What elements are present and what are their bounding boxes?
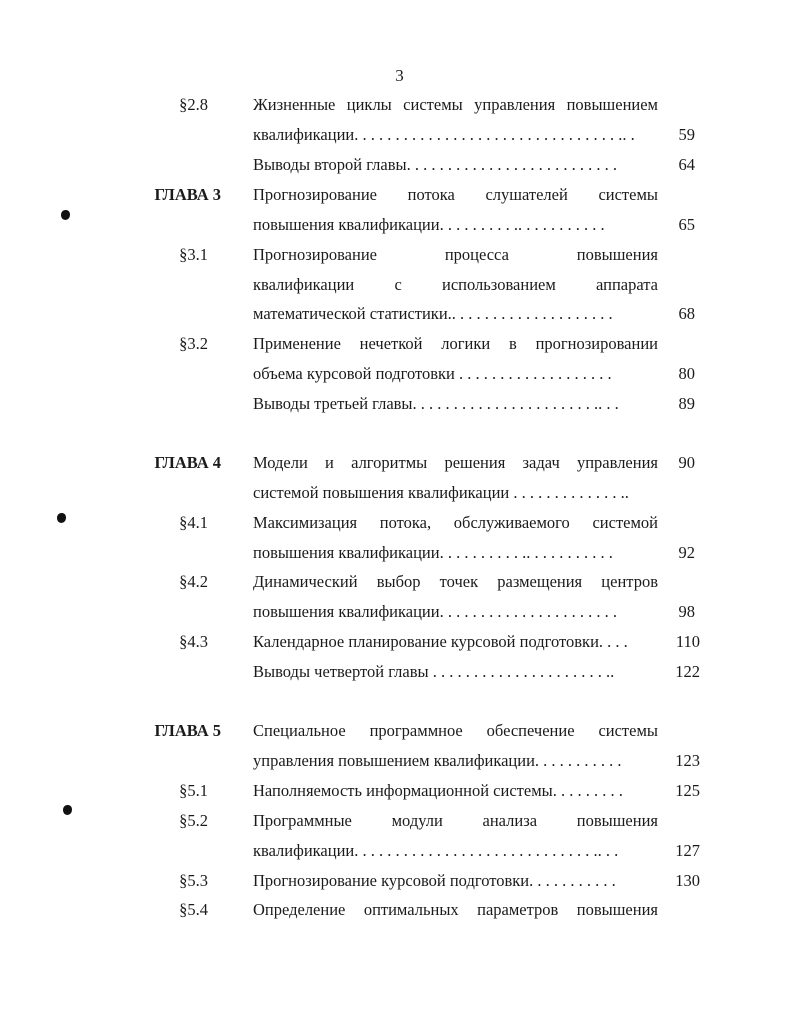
conclusion-title: Выводы третьей главы. . . . . . . . . . . . . . . . . . . . . . .. . .: [253, 394, 619, 413]
page-reference: 89: [678, 394, 695, 413]
page-reference: 127: [675, 841, 700, 860]
toc-line: [0, 627, 799, 657]
toc-line: [0, 90, 799, 120]
toc-line: [0, 806, 799, 836]
chapter-number: ГЛАВА 4: [154, 453, 221, 472]
section-title-dots: объема курсовой подготовки . . . . . . . . . . . . . . . . . . .: [253, 364, 612, 383]
section-title-dots: математической статистики.. . . . . . . . . . . . . . . . . . . .: [253, 304, 613, 323]
toc-line: [0, 538, 799, 568]
section-number: §5.4: [179, 900, 208, 919]
toc-line: [0, 746, 799, 776]
toc-line: [0, 299, 799, 329]
section-number: §4.2: [179, 572, 208, 591]
section-title-dots: квалификации. . . . . . . . . . . . . . . . . . . . . . . . . . . . . . . . .. .: [253, 125, 635, 144]
section-title-dots: квалификации. . . . . . . . . . . . . . . . . . . . . . . . . . . . . .. . .: [253, 841, 619, 860]
section-title: Максимизация потока, обслуживаемого системой: [253, 513, 658, 532]
toc-line: [0, 895, 799, 925]
chapter-number: ГЛАВА 3: [154, 185, 221, 204]
section-number: §5.2: [179, 811, 208, 830]
toc-line: [0, 270, 799, 300]
chapter-title: Модели и алгоритмы решения задач управления: [253, 453, 658, 472]
page-number: 3: [395, 66, 404, 85]
section-number: §4.1: [179, 513, 208, 532]
section-title: Наполняемость информационной системы. . . . . . . . .: [253, 781, 623, 800]
chapter-title-dots: системой повышения квалификации . . . . . . . . . . . . . ..: [253, 483, 629, 502]
section-number: §5.3: [179, 871, 208, 890]
section-title: Жизненные циклы системы управления повышением: [253, 95, 658, 114]
section-title: Прогнозирование процесса повышения: [253, 245, 658, 264]
conclusion-title: Выводы четвертой главы . . . . . . . . . . . . . . . . . . . . . ..: [253, 662, 615, 681]
section-number: §4.3: [179, 632, 208, 651]
toc-line: [0, 329, 799, 359]
toc-line: [0, 150, 799, 180]
section-title: Динамический выбор точек размещения центров: [253, 572, 658, 591]
conclusion-title: Выводы второй главы. . . . . . . . . . . . . . . . . . . . . . . . . .: [253, 155, 617, 174]
toc-line: [0, 120, 799, 150]
section-title: Применение нечеткой логики в прогнозировании: [253, 334, 658, 353]
toc-line: [0, 657, 799, 687]
page-reference: 64: [678, 155, 695, 174]
toc-line: [0, 210, 799, 240]
section-title: Календарное планирование курсовой подготовки. . . .: [253, 632, 628, 651]
section-title: Программные модули анализа повышения: [253, 811, 658, 830]
toc-line: [0, 359, 799, 389]
toc-line: [0, 508, 799, 538]
toc-line: [0, 567, 799, 597]
page-reference: 90: [678, 453, 695, 472]
toc-line: [0, 478, 799, 508]
chapter-title-dots: повышения квалификации. . . . . . . . . .. . . . . . . . . . .: [253, 215, 605, 234]
toc-line: [0, 240, 799, 270]
section-number: §2.8: [179, 95, 208, 114]
page-reference: 68: [678, 304, 695, 323]
section-title: Прогнозирование курсовой подготовки. . . . . . . . . . .: [253, 871, 616, 890]
section-title-dots: повышения квалификации. . . . . . . . . . .. . . . . . . . . . .: [253, 543, 613, 562]
page-reference: 122: [675, 662, 700, 681]
section-number: §3.2: [179, 334, 208, 353]
page-reference: 92: [678, 543, 695, 562]
page-reference: 59: [678, 125, 695, 144]
chapter-title-dots: управления повышением квалификации. . . . . . . . . . .: [253, 751, 622, 770]
page-reference: 65: [678, 215, 695, 234]
toc-line: [0, 389, 799, 419]
page-reference: 110: [675, 632, 700, 651]
chapter-number: ГЛАВА 5: [154, 721, 221, 740]
section-title-dots: повышения квалификации. . . . . . . . . . . . . . . . . . . . . .: [253, 602, 617, 621]
chapter-title: Специальное программное обеспечение системы: [253, 721, 658, 740]
toc-line: [0, 836, 799, 866]
section-title: Определение оптимальных параметров повышения: [253, 900, 658, 919]
toc-line: [0, 716, 799, 746]
section-title: квалификации с использованием аппарата: [253, 275, 658, 294]
toc-line: [0, 597, 799, 627]
page-reference: 130: [675, 871, 700, 890]
section-number: §5.1: [179, 781, 208, 800]
toc-line: [0, 180, 799, 210]
page-reference: 123: [675, 751, 700, 770]
page-reference: 80: [678, 364, 695, 383]
toc-line: [0, 448, 799, 478]
section-number: §3.1: [179, 245, 208, 264]
page-reference: 98: [678, 602, 695, 621]
toc-line: [0, 866, 799, 896]
page-reference: 125: [675, 781, 700, 800]
chapter-title: Прогнозирование потока слушателей системы: [253, 185, 658, 204]
toc-line: [0, 776, 799, 806]
